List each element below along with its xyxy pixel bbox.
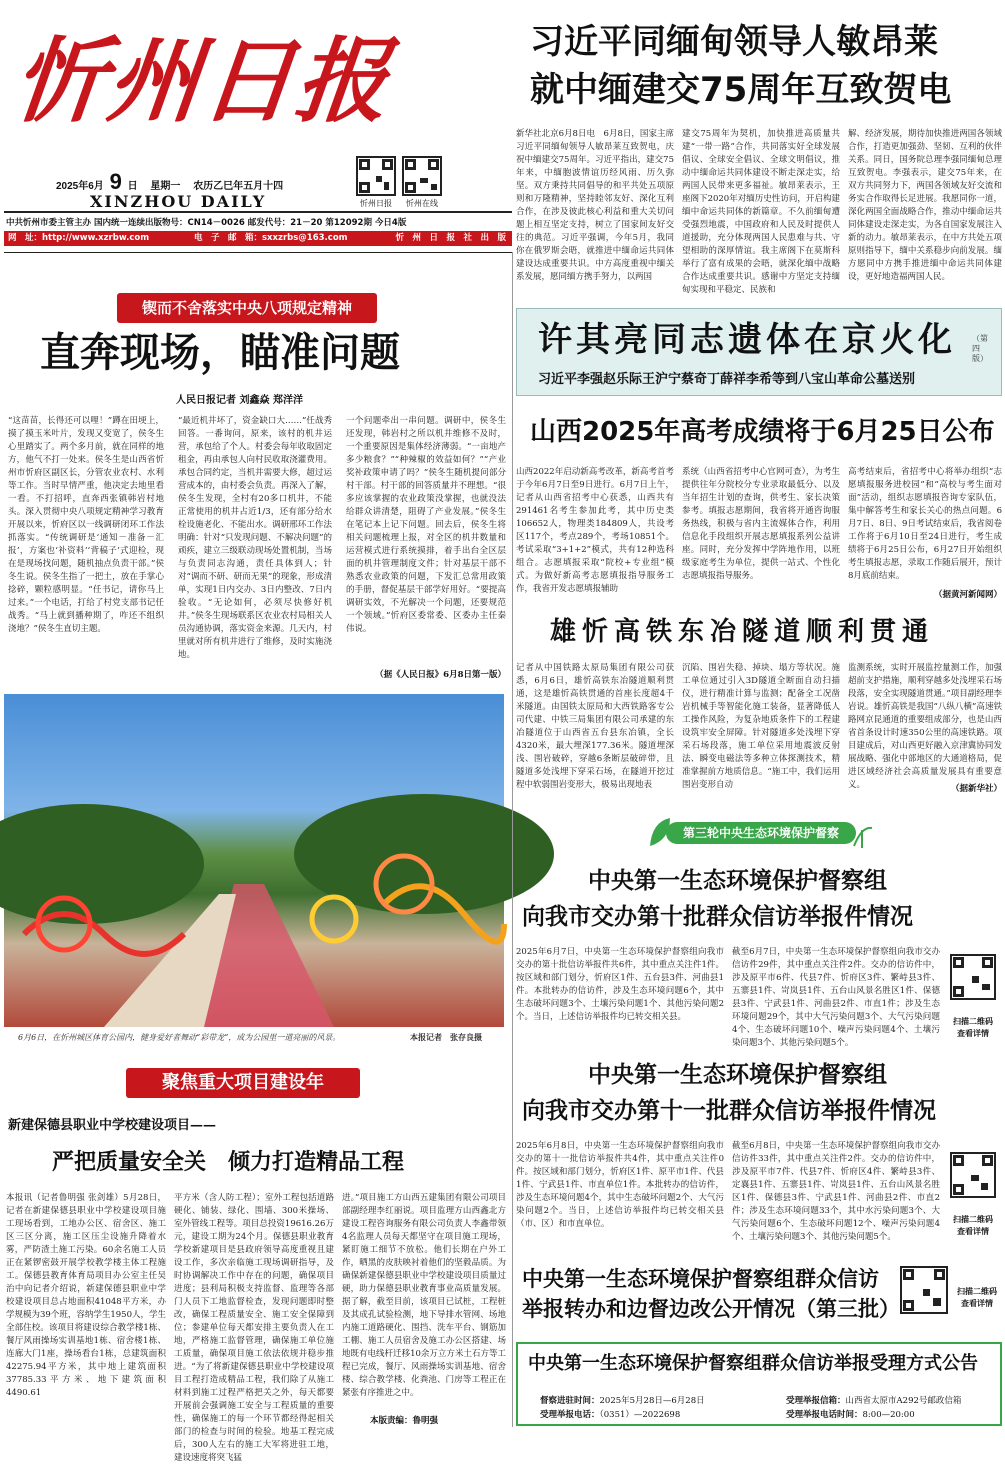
eco-accept-box-address <box>786 1394 961 1406</box>
eco-accept-box-label: 受理举报信箱： <box>786 1396 846 1406</box>
eco-accept-hours-value: 8:00—20:00 <box>862 1410 915 1420</box>
eco11-headline-line2: 向我市交办第十一批群众信访举报件情况 <box>522 1098 936 1124</box>
issue-day-suffix: 日 <box>127 181 138 192</box>
eco-accept-phone-label: 受理举报电话： <box>540 1410 600 1420</box>
project-subtitle: 新建保德县职业中学校建设项目—— <box>8 1118 217 1133</box>
qr-label: 扫描二维码 <box>953 1016 993 1026</box>
project-body-col2: 平方米（含人防工程）；室外工程包括道路硬化、铺装、绿化、围墙、300米操场、室外管线工程等。项目总投资19616.26万元，建设工期为24个月。保德县职业教育学校新建项目是县政府领导高度重视且建设工作，多次亲临施工现场调研指导，及时协调解决工作中存在的问题，确保项目进度；县利局积极支持监督、监理等各部门人员下工地监督检查，发现问题即时整改，确保工程质量安全、施工安全保障到位；参建单位每天都安排主要负责人在工地，严格施工监督管理，确保施工单位施工质量，确保项目施工依法依规并稳步推进。“为了将新建保德县职业中学校建设项目工程打造成精品工程，我们除了从施工材料到施工过程严格把关之外，每天都要开展前会强调施工安全与工程质量的重要性，确保施工的每一个环节都经得起相关部门的检查与时间的检验。地基工程完成后，300人左右的施工大军将进驻工地，建设速度将突飞猛 <box>174 1193 334 1463</box>
qr-code[interactable] <box>356 156 396 196</box>
eco-public-headline-line2: 举报转办和边督边改公开情况（第三批） <box>522 1297 900 1321</box>
tunnel-body-col3: 监测系统，实时开展监控量测工作，加强超前支护措施，顺利穿越多处浅埋采石场段落，安全实现隧道贯通。”项目副经理李岩说。雄忻高铁是我国“八纵八横”高速铁路网京昆通道的重要组成部分，也是山西省首条设计时速350公里的高速铁路。项目建成后，对山西更好融入京津冀协同发展战略、强化中部地区的大通道格局，促进区域经济社会高质量发展具有重要意义。 <box>848 663 1002 790</box>
editor-credit: 本版责编：鲁明强 <box>370 1416 439 1426</box>
special-byline: 人民日报记者 刘鑫焱 郑洋洋 <box>176 395 303 406</box>
section-banner: 聚焦重大项目建设年 <box>126 1068 360 1098</box>
eco-accept-hours <box>786 1408 915 1420</box>
masthead-title: 忻州日报 <box>8 27 396 135</box>
eco-accept-period-label: 督察进驻时间： <box>540 1396 600 1406</box>
eco11-body-col2: 截至6月8日，中央第一生态环境保护督察组向我市交办信访件33件，其中重点关注件2件。交办的信访件中，涉及原平市7件、代县7件、忻府区4件、繁峙县3件、定襄县1件、五寨县1件、岢岚县1件、五台山风景名胜区1件、保德县3件、宁武县1件、河曲县2件、市直2件；涉及生态环境问题33个，其中水污染问题3个、大气污染问题6个、生态破坏问题12个、噪声污染问题4个、土壤污染问题3个、其他污染问题5个。 <box>732 1141 940 1242</box>
special-source: （据《人民日报》6月8日第一版） <box>375 670 506 680</box>
special-body-col1: “这苗苗，长得还可以哩！”蹲在田埂上，摸了摸玉米叶片，发现又变宽了，侯冬生心里踏实了。两个多月前，就在同样的地方，他气不打一处来。侯冬生是山西省忻州市忻府区副区长，分管农业农村、水利等工作。当时早情严重，他决定去地里看一看。不打招呼，直奔西张镇韩岩村地头。深入贯彻中央八项规定精神学习教育开展以来，忻府区以一线调研闭环工作法抓落实。“传统调研是‘通知－准备－汇报’，方案也‘补资料’‘背稿子’式迎检，现在是现场找问题，随机抽点负责干部。”侯冬生说。侯冬生指了一把土，放在手掌心捻碎，颗粒感明显。“任书记，请你马上过来。”一个电话，打给了村党支部书记任战秀。“马上就到播种期了，咋还不组织浇地？”侯冬生直切主题。 <box>8 416 164 634</box>
news-photo <box>4 694 504 1027</box>
contact-bar <box>4 231 512 246</box>
qr-label: 扫描二维码 <box>957 1286 997 1296</box>
qr-label: 查看详情 <box>957 1226 989 1236</box>
xu-subtitle: 习近平李强赵乐际王沪宁蔡奇丁薛祥李希等到八宝山革命公墓送别 <box>538 372 916 387</box>
qr-code[interactable] <box>402 156 442 196</box>
gaokao-headline: 山西2025年高考成绩将于6月25日公布 <box>530 417 995 447</box>
lead-headline-line2: 就中缅建交75周年互致贺电 <box>530 70 952 110</box>
issue-day: 9 <box>109 169 122 194</box>
tunnel-body-col1: 记者从中国铁路太原局集团有限公司获悉，6月6日，雄忻高铁东冶隧道顺利贯通，这是雄忻高铁贯通的首座长度超4千米隧道。由国铁太原局和大西铁路客专公司代建、中铁三局集团有限公司承建的东冶隧道位于山西省五台县东冶镇，全长4320米，最大埋深177.36米。隧道埋深浅、围岩破碎，穿越6条断层破碎带，且隧道多处浅埋下穿采石场，在隧道开挖过程中软弱围岩变形大，极易出现地表 <box>516 663 674 790</box>
section-banner: 锲而不舍落实中央八项规定精神 <box>117 293 377 323</box>
qr-code[interactable] <box>950 954 996 1000</box>
special-body-col2: “最近机井坏了，资金缺口大……”任战秀回答。一番询问，原来，该村的机井运营，承包给了个人。村委会每年收取固定租金，再由承包人向村民收取浇灌费用。承包合同约定，当机井需要大修，超过运营成本的，由村委会负责。再深入了解，侯冬生发现，全村有20多口机井，不能正常使用的机井占近1/3，还有部分给水栓设施老化、不能出水。调研邢环工作法明确：针对“只发现问题、不解决问题”的顽疾，建立三级联动现场处置机制，当场与负责同志沟通，责任具体到人；针对“调而不研、研而无果”的现象，形成清单，实现1日内交办、3日内整改、7日内验收。“无论如何，必须尽快修好机井。”侯冬生现场联系区农业农村局相关人员沟通协调，落实资金来源。几天内，村里就对所有机井进行了维修，及时实施浇地。 <box>178 416 332 660</box>
lead-body-col1: 新华社北京6月8日电 6月8日，国家主席习近平同缅甸领导人敏昂莱互致贺电，庆祝中缅建交75周年。习近平指出，建交75年来，中缅胞波情谊历经风雨、历久弥坚。双方秉持共同倡导的和平共处五项原则和万隆精神，坚持睦邻友好、深化互利合作，在涉及彼此核心利益和重大关切问题上相互坚定支持，树立了国家间友好交往的典范。习近平强调，今年5月，我同你在俄罗斯会晤，就推进中缅命运共同体建设达成重要共识。中方高度重视中缅关系发展，愿同缅方携手努力，以两国 <box>516 129 674 282</box>
eco-accept-hours-label: 受理举报电话时间： <box>786 1410 863 1420</box>
publisher: 忻 州 日 报 社 出 版 <box>395 233 506 243</box>
qr-label: 查看详情 <box>957 1028 989 1038</box>
email-link[interactable]: 电 子 邮 箱：sxxzrbs@163.com <box>194 233 348 243</box>
gaokao-body-col2: 系统（山西省招考中心官网可查），为考生提供往年分院校分专业录取最低分、以及当年招生计划的查询，供考生、家长决策参考。填报志愿期间，我省将开通咨询服务热线，积极与省内主流媒体合作，利用信息化手段组织开展志愿填报系列公益讲座。同时，充分发挥中学阵地作用，以班级家庭考生为单位，提供一站式、个性化志愿填报指导服务。 <box>682 467 840 581</box>
lead-headline-line1: 习近平同缅甸领导人敏昂莱 <box>530 22 938 62</box>
qr-label: 忻州在线 <box>406 199 438 208</box>
eco11-headline-line1: 中央第一生态环境保护督察组 <box>588 1062 887 1088</box>
photo-credit: 本报记者 张存良摄 <box>410 1032 482 1042</box>
eco-public-headline-line1: 中央第一生态环境保护督察组群众信访 <box>522 1267 879 1291</box>
tunnel-headline: 雄忻高铁东冶隧道顺利贯通 <box>550 617 935 647</box>
tunnel-body-col2: 沉陷、围岩失稳、掉块、塌方等状况。施工单位通过引入3D隧道全断面自动扫描仪，进行精准计算与监测；配备全工况凿岩机械手等智能化施工装备，显著降低人工操作风险，为复杂地质条件下的工程建设筑牢安全屏障。针对隧道多处浅埋下穿采石场段落，施工单位采用地震波反射法、瞬变电磁法等多种立体探测技术，精准掌握前方地质信息。“施工中，我们运用围岩变形自动 <box>682 663 840 790</box>
eco-accept-phone <box>540 1408 680 1420</box>
photo-drawing <box>4 694 504 1027</box>
tunnel-source: （据新华社） <box>950 784 1002 794</box>
eco-banner-label: 第三轮中央生态环境保护督察 <box>666 822 856 844</box>
special-headline: 直奔现场，瞄准问题 <box>40 330 400 376</box>
gaokao-source: （据黄河新闻网） <box>933 590 1002 600</box>
xu-page-tag: （第四版） <box>972 334 988 363</box>
divider <box>4 252 512 253</box>
qr-code[interactable] <box>950 1152 996 1198</box>
eco10-body-col1: 2025年6月7日，中央第一生态环境保护督察组向我市交办的第十批信访举报件共6件，其中重点关注件1件。按区域和部门划分，忻府区1件、五台县3件、河曲县1件。本批转办的信访件，涉及生态环境问题6个，其中生态破坏问题3个、土壤污染问题1个、其他污染问题2个。当日，上述信访举报件均已转交相关县。 <box>516 947 724 1022</box>
eco11-body-col1: 2025年6月8日，中央第一生态环境保护督察组向我市交办的第十一批信访举报件共4件，其中重点关注件0件。按区域和部门划分，忻府区1件、原平市1件、代县1件、宁武县1件、市直单位1件。本批转办的信访件，涉及生态环境问题4个，其中生态破坏问题2个、大气污染问题2个。当日，上述信访举报件均已转交相关县（市、区）和市直单位。 <box>516 1141 724 1229</box>
qr-label: 扫描二维码 <box>953 1214 993 1224</box>
gaokao-body-col3: 高考结束后，省招考中心将举办组织“志愿填报服务进校园”和“高校与考生面对面”活动，组织志愿填报咨询专家队伍，集中解答考生和家长关心的热点问题。6月7日、8日、9日考试结束后，我省阅卷工作将于6月10日至24日进行，考生成绩将于6月25日公布，6月27日开始组织考生填报志愿，录取工作随后展开，预计8月底前结束。 <box>848 467 1002 581</box>
lead-body-col3: 解、经济发展，期待加快推进两国各领域合作，打造更加强劲、坚韧、互利的伙伴关系。同日，国务院总理李强同缅甸总理互致贺电。李强表示，建交75年来，在双方共同努力下，两国各领域友好交流和务实合作取得长足进展。我愿同你一道，深化两国全面战略合作，推动中缅命运共同体建设走深走实，为各自国家发展注入新的动力。敏昂莱表示，在中方共处五项原则指导下，缅中关系稳步向前发展。缅方愿同中方携手推进缅中命运共同体建设，更好地造福两国人民。 <box>848 129 1002 282</box>
gaokao-body-col1: 山西2022年启动新高考改革，新高考首考于今年6月7日至9日进行。6月7日上午，记者从山西省招考中心获悉，山西共有291461名考生参加此考，其中历史类106652人，物理类184809人，共设考区117个，考点289个，考场10851个。考试采取“3+1+2”模式，共有12种选科组合。志愿填报采取“院校+专业组”模式。为做好新高考志愿填报指导服务工作，我省开发志愿填报辅助 <box>516 467 674 594</box>
eco-accept-period-value: 2025年5月28日—6月28日 <box>599 1396 705 1406</box>
qr-label: 忻州日报 <box>360 199 392 208</box>
eco-banner <box>640 812 876 852</box>
issue-year-month: 2025年6月 <box>56 181 104 192</box>
qr-code[interactable] <box>900 1266 948 1314</box>
eco10-headline-line1: 中央第一生态环境保护督察组 <box>588 868 887 894</box>
eco-accept-phone-value[interactable]: （0351）—2022698 <box>599 1410 681 1420</box>
issue-lunar: 农历乙巳年五月十四 <box>193 181 284 192</box>
lead-body-col2: 建交75周年为契机，加快推进高质量共建“一带一路”合作，共同落实好全球发展倡议、全球安全倡议、全球文明倡议，推动中缅命运共同体建设不断走深走实，给两国人民带来更多福祉。敏昂莱表示，王座阁下2020年对缅历史性访问，开启构建缅中命运共同体的新篇章。不久前缅甸遭受强烈地震，中国政府和人民及时提供人道援助，充分体现两国人民患难与共、守望相助的深厚情谊。我主席阁下在莫斯科举行了富有成果的会晤，就深化缅中战略合作达成重要共识。感谢中方坚定支持缅甸实现和平稳定、民族和 <box>682 129 840 295</box>
eco10-headline-line2: 向我市交办第十批群众信访举报件情况 <box>522 904 913 930</box>
eco-accept-box-value: 山西省太原市A292号邮政信箱 <box>845 1396 962 1406</box>
issue-weekday: 星期一 <box>150 181 181 192</box>
project-body-col3: 进。”项目施工方山西五建集团有限公司项目部副经理李红丽说。项目监理方山西鑫北方建设工程咨询服务有限公司负责人李鑫带领4名监理人员每天都坚守在项目施工现场，紧盯施工细节不放松。他们长期在户外工作，晒黑的皮肤映衬着他们的坚毅品质。为确保新建保德县职业中学校建设项目质量过硬，助力保德县职业教育事业高质量发展。据了解，截至目前，该项目已试桩，工程桩及其成孔试验检测，地下导排水管网、场地内施工道路硬化、围挡、洗车平台、钢筋加工棚、施工人员宿舍及施工办公区搭建、场地既有电线杆迁移10余万立方米土石方等工程已完成，餐厅、风雨操场实训基地、宿舍楼、综合教学楼、化粪池、门房等工程正在紧张有序推进之中。 <box>342 1193 506 1398</box>
masthead-pinyin: XINZHOU DAILY <box>90 192 267 211</box>
qr-label: 查看详情 <box>961 1298 993 1308</box>
eco10-body-col2: 截至6月7日，中央第一生态环境保护督察组向我市交办信访件29件，其中重点关注件2件。交办的信访件中，涉及原平市6件、代县7件、忻府区3件、繁峙县3件、五寨县1件、岢岚县1件、五台山风景名胜区1件、保德县3件、宁武县1件、河曲县2件、市直1件；涉及生态环境问题29个，其中大气污染问题3个、大气污染问题4个、生态破坏问题10个、噪声污染问题4个、土壤污染问题3个、其他污染问题5个。 <box>732 947 940 1048</box>
divider <box>4 211 512 213</box>
xu-headline: 许其亮同志遗体在京火化 <box>538 320 956 360</box>
photo-caption: 6月6日，在忻州城区体育公园内，健身爱好者舞动“彩带龙”，成为公园里一道亮丽的风景。 <box>18 1033 341 1042</box>
divider <box>512 252 513 1427</box>
special-body-col3: 一个问题牵出一串问题。调研中，侯冬生还发现，韩岩村之所以机井维修不及时，一个重要原因是集体经济薄弱。“一亩地产多少粮食？”“种辣椒的效益如何？”“产业奖补政策申请了吗？”侯冬生随机提问部分村干部。村干部的回答质量并不理想。“很多应该掌握的农业政策没掌握，也就没法给群众讲清楚，阻碍了产业发展。”侯冬生在笔记本上记下问题。回去后，侯冬生将相关问题梳理上报，对全区的机井数量和运营模式进行系统摸排，着手出台全区层面的机井管理制度文件；针对基层干部不熟悉农业政策的问题，下发汇总常用政策的手册，督促基层干部学好用好。“要提高调研实效，不光解决一个问题，还要规范一个领域。”忻府区委常委、区委办主任秦伟说。 <box>346 416 506 634</box>
project-body-col1: 本报讯（记者鲁明强 张剑雄）5月28日，记者在新建保德县职业中学校建设项目施工现场看到，工地办公区、宿舍区、施工区三区分离，施工区压尘设施升降着水雾，严防渣土施工污染。60余名施工人员正在紧锣密鼓开展学校教学楼主体工程施工。保德县教育体育局项目办公室主任吴治中向记者介绍说，新建保德县职业中学校建设项目总占地面积41048平方米，办学规模为39个班，容纳学生1950人，学生全部住校。该项目将建设综合教学楼1栋、餐厅风雨操场实训基地1栋、宿舍楼1栋、连廊大门1座，操场看台1栋，总建筑面积42275.94平方米，其中地上建筑面积37785.33平方米、地下建筑面积4490.61 <box>6 1193 166 1398</box>
eco-accept-period <box>540 1394 705 1406</box>
project-headline: 严把质量安全关 倾力打造精品工程 <box>52 1150 405 1175</box>
website-link[interactable]: 网 址：http://www.xzrbw.com <box>8 233 150 243</box>
eco-accept-headline: 中央第一生态环境保护督察组群众信访举报受理方式公告 <box>528 1353 978 1374</box>
info-line: 中共忻州市委主管主办 国内统一连续出版物号：CN14－0026 邮发代号：21－20 第12092期 今日4版 <box>6 218 407 228</box>
